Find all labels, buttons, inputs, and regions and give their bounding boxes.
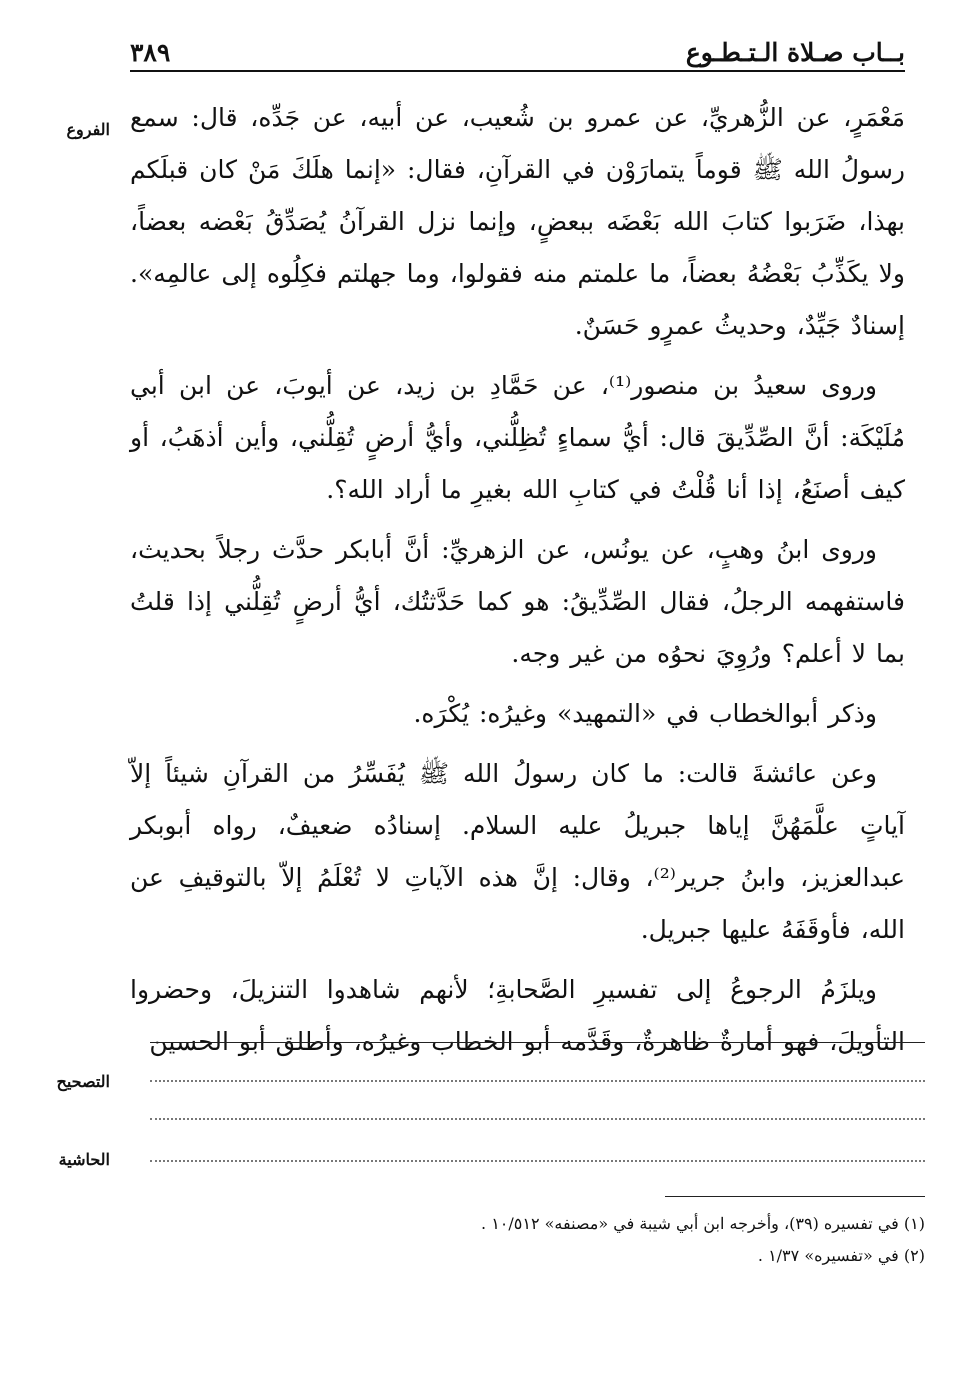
- tashih-line-1: [150, 1080, 925, 1082]
- margin-label-tashih: التصحيح: [56, 1072, 110, 1091]
- footnote-separator: [665, 1196, 925, 1197]
- page-number: ٣٨٩: [130, 38, 171, 67]
- margin-label-furu: الفروع: [66, 120, 110, 139]
- chapter-title: بــاب صـلاة الـتـطـوع: [685, 38, 905, 67]
- paragraph-4: وذكر أبوالخطاب في «التمهيد» وغيرُه: يُكْرَه.: [413, 699, 877, 728]
- paragraph-1: مَعْمَرٍ، عن الزُّهريِّ، عن عمرو بن شُعيب، عن أبيه، عن جَدِّه، قال: سمع رسولُ الله ﷺ قوماً يتمارَوْن في القرآنِ، فقال: «إنما هلَكَ مَنْ كان قبلَكم بهذا، ضَرَبوا كتابَ الله بَعْضَه ببعضٍ، وإنما نزل القرآنُ يُصَدِّقُ بَعْضه بعضاً، ولا يكَذِّبُ بَعْضُهُ بعضاً، ما علمتم منه فقولوا، وما جهلتم فكِلُوه إلى عالمِه». إسنادٌ جَيِّدٌ، وحديثُ عمرٍو حَسَنٌ.: [130, 103, 905, 340]
- footnotes: [150, 1208, 925, 1272]
- main-text-body: [130, 92, 905, 1076]
- tashih-line-2: [150, 1118, 925, 1120]
- paragraph-5: وعن عائشةَ قالت: ما كان رسولُ الله ﷺ يُفَسِّرُ من القرآنِ شيئاً إلاّ آياتٍ علَّمَهُنَّ إياها جبريلُ عليه السلام. إسنادُه ضعيفٌ، رواه أبوبكر عبدالعزيز، وابنُ جرير⁽²⁾، وقال: إنَّ هذه الآياتِ لا تُعْلَمُ إلاّ بالتوقيفِ عن الله، فأوقَفَهُ عليها جبريل.: [130, 759, 905, 944]
- hashiya-line: [150, 1160, 925, 1162]
- paragraph-3: وروى ابنُ وهبٍ، عن يونُس، عن الزهريِّ: أنَّ أبابكر حدَّث رجلاً بحديث، فاستفهمه الرجلُ، فقال الصِّدِّيقُ: هو كما حَدَّثتُك، أيُّ أرضٍ تُقِلُّني إذا قلتُ بما لا أعلم؟ ورُوِيَ نحوُه من غير وجه.: [130, 535, 905, 668]
- paragraph-2: وروى سعيدُ بن منصور⁽¹⁾، عن حَمَّادِ بن زيد، عن أيوبَ، عن ابن أبي مُلَيْكَة: أنَّ الصِّدِّيقَ قال: أيُّ سماءٍ تُظِلُّني، وأيُّ أرضٍ تُقِلُّني، وأين أذهَبُ، أو كيف أصنَعُ، إذا أنا قُلْتُ في كتابِ الله بغيرِ ما أراد الله؟.: [130, 371, 905, 504]
- paragraph-6: ويلزَمُ الرجوعُ إلى تفسيرِ الصَّحابةِ؛ لأنهم شاهدوا التنزيلَ، وحضروا التأويلَ، فهو أمارةٌ ظاهرةٌ، وقَدَّمه أبو الخطاب وغيرُه، وأطلق أبو الحسين: [130, 975, 905, 1056]
- page-header: [130, 36, 905, 72]
- footnote-2: (٢) في «تفسيره» ١/٣٧ .: [757, 1246, 925, 1265]
- margin-label-hashiya: الحاشية: [58, 1150, 110, 1169]
- text-end-rule: [150, 1042, 925, 1043]
- footnote-1: (١) في تفسيره (٣٩)، وأخرجه ابن أبي شيبة في «مصنفه» ١٠/٥١٢ .: [481, 1214, 925, 1233]
